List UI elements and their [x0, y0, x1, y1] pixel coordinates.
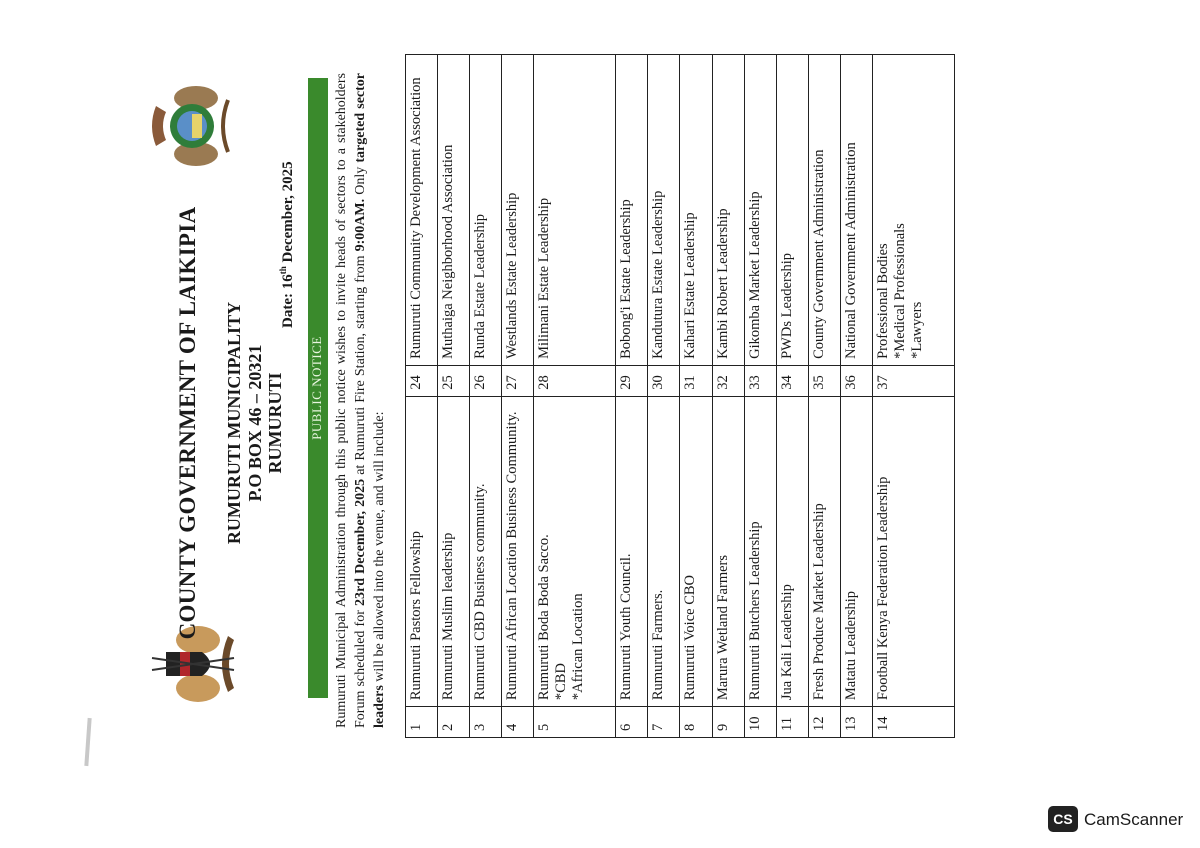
- table-row: [776, 55, 808, 738]
- row-number: 2: [438, 707, 470, 738]
- sector-name: Matatu Leadership: [840, 396, 872, 706]
- sector-name: Gikomba Market Leadership: [744, 55, 776, 366]
- notice-date: Date: 16th December, 2025: [278, 161, 296, 328]
- sector-name: Rumuruti Boda Boda Sacco. *CBD *African Location: [534, 396, 616, 706]
- row-number: 13: [840, 707, 872, 738]
- sector-name: Kahari Estate Leadership: [680, 55, 712, 366]
- row-number: 31: [680, 365, 712, 396]
- sector-name: Rumuruti African Location Business Community.: [502, 396, 534, 706]
- table-row: [873, 55, 955, 738]
- table-row: [406, 55, 438, 738]
- row-number: 28: [534, 365, 616, 396]
- sector-name: Rumuruti Farmers.: [648, 396, 680, 706]
- row-number: 34: [776, 365, 808, 396]
- row-number: 25: [438, 365, 470, 396]
- sector-name: PWDs Leadership: [776, 55, 808, 366]
- sector-name: Runda Estate Leadership: [470, 55, 502, 366]
- sector-name: Bobong'i Estate Leadership: [616, 55, 648, 366]
- table-row: [840, 55, 872, 738]
- sector-name: Muthaiga Neighborhood Association: [438, 55, 470, 366]
- sector-name: Rumuruti Voice CBO: [680, 396, 712, 706]
- row-number: 8: [680, 707, 712, 738]
- camscanner-watermark: CamScanner: [1084, 810, 1184, 829]
- row-number: 7: [648, 707, 680, 738]
- table-row: [712, 55, 744, 738]
- table-row: [470, 55, 502, 738]
- sector-name: Jua Kali Leadership: [776, 396, 808, 706]
- page-title: COUNTY GOVERNMENT OF LAIKIPIA: [175, 206, 200, 640]
- row-number: 37: [873, 365, 955, 396]
- table-row: [534, 55, 616, 738]
- row-number: 9: [712, 707, 744, 738]
- row-number: 36: [840, 365, 872, 396]
- camscanner-logo-icon: CS: [1048, 806, 1078, 832]
- sector-name: Rumuruti Pastors Fellowship: [406, 396, 438, 706]
- row-number: 12: [808, 707, 840, 738]
- notice-paragraph: Rumuruti Municipal Administration through this public notice wishes to invite heads of sectors to a stakeholders Forum scheduled for 23rd December, 2025 at Rumuruti Fire Station, starting from 9:00AM. Only targeted sector leaders will be allowed into the venue, and will include:: [334, 72, 387, 728]
- sector-name: Rumuruti CBD Business community.: [470, 396, 502, 706]
- table-row: [438, 55, 470, 738]
- sector-name: Football Kenya Federation Leadership: [873, 396, 955, 706]
- municipality-name: RUMURUTI MUNICIPALITY: [224, 301, 244, 545]
- sector-name: Westlands Estate Leadership: [502, 55, 534, 366]
- sector-leaders-table: [405, 54, 955, 738]
- sector-name: Kambi Robert Leadership: [712, 55, 744, 366]
- row-number: 35: [808, 365, 840, 396]
- sector-name: Milimani Estate Leadership: [534, 55, 616, 366]
- row-number: 1: [406, 707, 438, 738]
- sector-name: Fresh Produce Market Leadership: [808, 396, 840, 706]
- sector-name: County Government Administration: [808, 55, 840, 366]
- row-number: 3: [470, 707, 502, 738]
- sector-name: Marura Wetland Farmers: [712, 396, 744, 706]
- row-number: 32: [712, 365, 744, 396]
- row-number: 27: [502, 365, 534, 396]
- row-number: 24: [406, 365, 438, 396]
- sector-name: Rumuruti Muslim leadership: [438, 396, 470, 706]
- sector-name: Professional Bodies *Medical Professionals *Lawyers: [873, 55, 955, 366]
- town-name: RUMURUTI: [265, 372, 285, 474]
- row-number: 4: [502, 707, 534, 738]
- table-row: [680, 55, 712, 738]
- row-number: 30: [648, 365, 680, 396]
- row-number: 33: [744, 365, 776, 396]
- table-row: [616, 55, 648, 738]
- sector-name: Rumuruti Youth Council.: [616, 396, 648, 706]
- row-number: 14: [873, 707, 955, 738]
- sector-name: Rumuruti Butchers Leadership: [744, 396, 776, 706]
- table-row: [502, 55, 534, 738]
- sector-name: National Government Administration: [840, 55, 872, 366]
- sector-name: Rumuruti Community Development Association: [406, 55, 438, 366]
- row-number: 29: [616, 365, 648, 396]
- row-number: 11: [776, 707, 808, 738]
- public-notice-banner: PUBLIC NOTICE: [308, 78, 328, 698]
- row-number: 10: [744, 707, 776, 738]
- row-number: 5: [534, 707, 616, 738]
- table-row: [648, 55, 680, 738]
- sector-name: Kandutura Estate Leadership: [648, 55, 680, 366]
- po-box: P.O BOX 46 – 20321: [245, 344, 265, 502]
- table-row: [808, 55, 840, 738]
- row-number: 6: [616, 707, 648, 738]
- table-row: [744, 55, 776, 738]
- laikipia-county-seal-icon: [146, 80, 238, 172]
- row-number: 26: [470, 365, 502, 396]
